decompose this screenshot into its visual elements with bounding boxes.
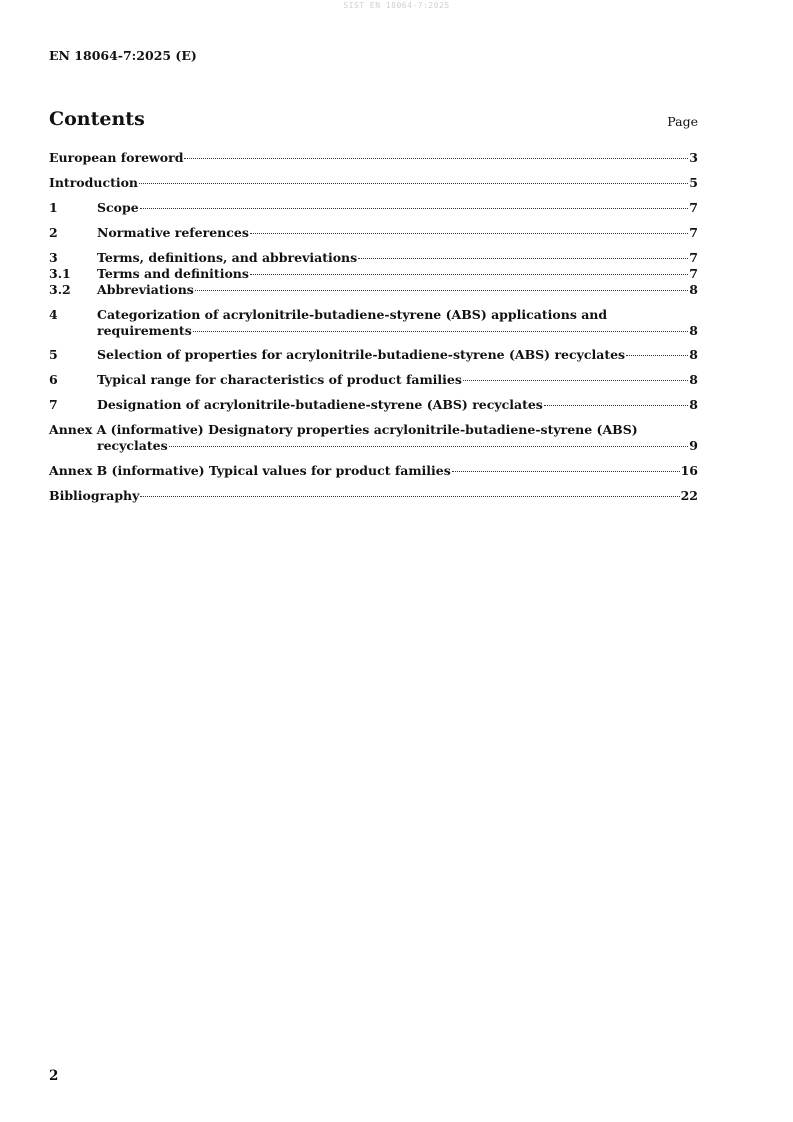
- dot-leader: [626, 354, 688, 356]
- toc-entry[interactable]: [49, 200, 698, 216]
- toc-entry-title: Selection of properties for acrylonitrile-butadiene-styrene (ABS) recyclates: [97, 347, 626, 362]
- watermark: SIST EN 18064-7:2025: [343, 1, 450, 10]
- toc-entry-title: Terms and definitions: [97, 266, 249, 281]
- dot-leader: [169, 445, 689, 447]
- toc-entry-page: 7: [689, 225, 698, 240]
- page-number: 2: [49, 1068, 59, 1084]
- toc-entry-title-line: Categorization of acrylonitrile-butadiene-styrene (ABS) applications and: [97, 307, 608, 322]
- dot-leader: [195, 289, 688, 291]
- toc-entry-number: 2: [49, 225, 58, 240]
- toc-entry-number: 6: [49, 372, 58, 387]
- toc-entry[interactable]: [49, 250, 698, 266]
- toc-entry-page: 7: [689, 250, 698, 265]
- toc-entry[interactable]: [49, 488, 698, 504]
- toc-entry-title: Annex B (informative) Typical values for product families: [49, 463, 451, 478]
- toc-entry-page: 8: [689, 397, 698, 412]
- toc-entry-title: Introduction: [49, 175, 139, 190]
- toc-entry[interactable]: [49, 266, 698, 282]
- toc-entry-page: 5: [689, 175, 698, 190]
- contents-title: Contents: [49, 108, 145, 130]
- toc-entry[interactable]: [49, 225, 698, 241]
- toc-entry[interactable]: [49, 422, 698, 454]
- toc-entry-title: Designation of acrylonitrile-butadiene-styrene (ABS) recyclates: [97, 397, 543, 412]
- toc-entry[interactable]: [49, 175, 698, 191]
- toc-entry-title: requirements: [97, 323, 192, 338]
- dot-leader: [250, 232, 688, 234]
- dot-leader: [544, 404, 688, 406]
- dot-leader: [140, 207, 689, 209]
- toc-entry-title: Bibliography: [49, 488, 140, 503]
- toc-entry[interactable]: [49, 463, 698, 479]
- toc-entry-page: 8: [689, 323, 698, 338]
- toc-entry-number: 3: [49, 250, 58, 265]
- toc-entry-page: 7: [689, 266, 698, 281]
- toc-entry-page: 8: [689, 347, 698, 362]
- toc-entry-number: 1: [49, 200, 58, 215]
- toc-entry-page: 22: [680, 488, 698, 503]
- dot-leader: [358, 257, 688, 259]
- document-id: EN 18064-7:2025 (E): [49, 48, 197, 63]
- toc-entry-number: 3.1: [49, 266, 71, 281]
- toc-entry-page: 8: [689, 372, 698, 387]
- toc-entry-number: 5: [49, 347, 58, 362]
- toc-entry[interactable]: [49, 397, 698, 413]
- toc-entry[interactable]: [49, 282, 698, 298]
- toc-entry-page: 16: [680, 463, 698, 478]
- toc-entry-title-line: Annex A (informative) Designatory properties acrylonitrile-butadiene-styrene (ABS): [49, 422, 638, 437]
- dot-leader: [140, 495, 679, 497]
- dot-leader: [250, 273, 688, 275]
- table-of-contents: [49, 150, 698, 504]
- toc-entry[interactable]: [49, 372, 698, 388]
- toc-entry-title: Scope: [97, 200, 139, 215]
- toc-entry-page: 3: [689, 150, 698, 165]
- toc-entry-number: 7: [49, 397, 58, 412]
- dot-leader: [184, 157, 688, 159]
- toc-entry-title: Typical range for characteristics of product families: [97, 372, 462, 387]
- dot-leader: [139, 182, 688, 184]
- toc-entry-page: 8: [689, 282, 698, 297]
- toc-entry-number: 4: [49, 307, 58, 322]
- toc-entry-title: European foreword: [49, 150, 184, 165]
- dot-leader: [193, 330, 689, 332]
- toc-entry-title: Terms, definitions, and abbreviations: [97, 250, 358, 265]
- toc-entry-title: recyclates: [97, 438, 168, 453]
- toc-entry-page: 9: [689, 438, 698, 453]
- page-column-label: Page: [667, 114, 698, 129]
- toc-entry-title: Normative references: [97, 225, 249, 240]
- toc-entry-number: 3.2: [49, 282, 71, 297]
- toc-entry[interactable]: [49, 150, 698, 166]
- dot-leader: [452, 470, 680, 472]
- dot-leader: [463, 379, 688, 381]
- toc-entry-page: 7: [689, 200, 698, 215]
- toc-entry-title: Abbreviations: [97, 282, 194, 297]
- toc-entry[interactable]: [49, 347, 698, 363]
- toc-entry[interactable]: [49, 307, 698, 339]
